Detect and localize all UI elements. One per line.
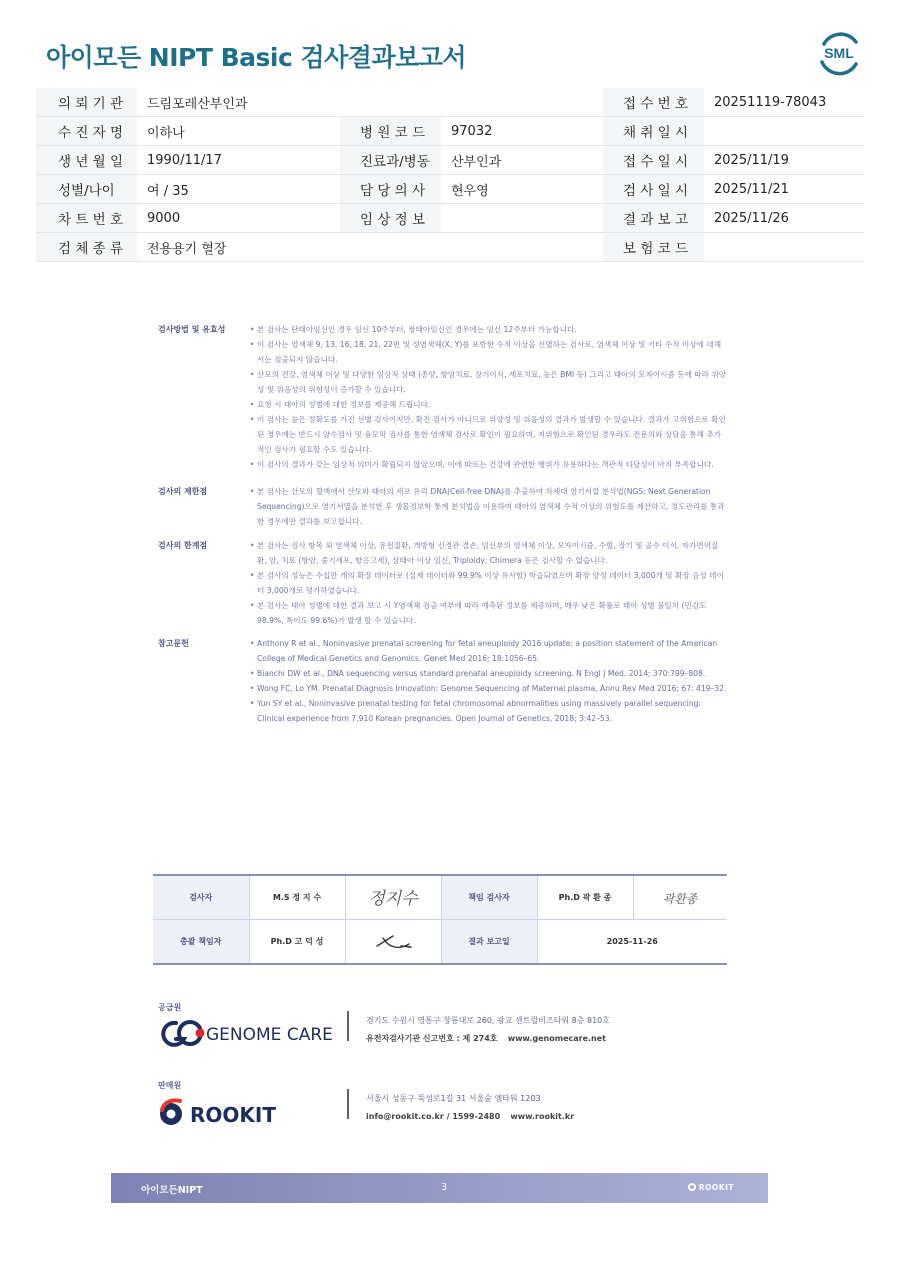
list-item: • 본 검사는 검사 항목 외 염색체 이상, 유전질환, 개방형 신경관 결손, 임신부의 염색체 이상, 모자이시즘, 수혈, 장기 및 골수 이식, 자가면역질환, 암, 치료 (항암, 줄기세포, 항응고제), 삼태아 이상 임신, Triploidy, Chimera 등은 검사할 수 없습니다. bbox=[250, 538, 728, 568]
info-value: 9000 bbox=[137, 204, 340, 233]
responsible-signature-text: 곽환종 bbox=[662, 891, 698, 906]
info-label: 임 상 정 보 bbox=[340, 204, 441, 233]
info-value: 전용용기 혈장 bbox=[137, 233, 603, 262]
info-value bbox=[704, 117, 864, 146]
info-label: 생 년 월 일 bbox=[36, 146, 137, 175]
info-row bbox=[36, 204, 864, 233]
info-label: 결 과 보 고 bbox=[603, 204, 704, 233]
genome-care-name: GENOME CARE bbox=[206, 1025, 333, 1045]
info-label: 성별/나이 bbox=[36, 175, 137, 204]
signature-scribble bbox=[353, 926, 433, 956]
list-item: • 본 검사는 단태아임신인 경우 임신 10주부터, 쌍태아임신인 경우에는 임신 12주부터 가능합니다. bbox=[250, 322, 728, 337]
info-value bbox=[704, 233, 864, 262]
section-method bbox=[158, 322, 728, 472]
signature-row bbox=[153, 920, 727, 965]
sml-logo bbox=[816, 30, 862, 76]
page-footer bbox=[111, 1173, 768, 1203]
chief-name: Ph.D 고 덕 성 bbox=[249, 920, 345, 965]
supplier-info bbox=[366, 1012, 610, 1048]
section-heading: 검사의 한계점 bbox=[158, 541, 208, 550]
info-value: 여 / 35 bbox=[137, 175, 340, 204]
divider bbox=[347, 1011, 349, 1041]
list-item: • Yun SY et al., Noninvasive prenatal testing for fetal chromosomal abnormalities using massively parallel sequencing: Clinical experience from 7,910 Korean pregnancies. Open Journal of Genetics, 2018; 3:42–53. bbox=[250, 696, 728, 726]
info-row bbox=[36, 233, 864, 262]
list-item: • 본 검사는 산모의 혈액에서 산모와 태아의 세포 유리 DNA(Cell-free DNA)를 추출하여 차세대 염기서열 분석법(NGS; Next Generation Sequencing)으로 염기서열을 분석한 후 생물정보학 통계 분석법을 이용하여 태아의 염색체 수적 이상의 위험도를 계산하고, 정도관리를 통과한 경우에만 결과를 보고합니다. bbox=[250, 484, 728, 529]
info-value: 드림포레산부인과 bbox=[137, 88, 603, 117]
page-title: 아이모든 NIPT Basic 검사결과보고서 bbox=[46, 43, 467, 72]
info-label: 병 원 코 드 bbox=[340, 117, 441, 146]
chief-label: 총괄 책임자 bbox=[153, 920, 249, 965]
info-value bbox=[441, 204, 603, 233]
footer-brand-text: ROOKIT bbox=[698, 1183, 734, 1192]
distributor-info bbox=[366, 1090, 574, 1126]
list-item: • 이 검사의 결과가 갖는 임상적 의미가 확립되지 않았으며, 이에 따르는 건강에 관련한 행위가 유용하다는 객관적 타당성이 아직 부족합니다. bbox=[250, 457, 728, 472]
info-label: 검 사 일 시 bbox=[603, 175, 704, 204]
section-list bbox=[158, 322, 728, 472]
list-item: • 요청 시 태아의 성별에 대한 정보를 제공해 드립니다. bbox=[250, 397, 728, 412]
info-row bbox=[36, 146, 864, 175]
tester-label: 검사자 bbox=[153, 875, 249, 920]
section-heading: 참고문헌 bbox=[158, 639, 189, 648]
rookit-name: ROOKIT bbox=[190, 1103, 276, 1127]
info-label: 진료과/병동 bbox=[340, 146, 441, 175]
report-date-label: 결과 보고일 bbox=[441, 920, 537, 965]
responsible-signature bbox=[633, 875, 727, 920]
distributor-address: 서울시 성동구 뚝섬로1길 31 서울숲 엠타워 1203 bbox=[366, 1094, 541, 1103]
list-item: • Bianchi DW et al., DNA sequencing versus standard prenatal aneuploidy screening. N Engl J Med. 2014; 370:799–808. bbox=[250, 666, 728, 681]
responsible-label: 책임 검사자 bbox=[441, 875, 537, 920]
section-limitation bbox=[158, 484, 728, 529]
list-item: • 이 검사는 염색체 9, 13, 16, 18, 21, 22번 및 성염색체(X, Y)를 포함한 수적 이상을 선별하는 검사로, 염색체 이상 및 기타 수적 이상에 대해서는 검출되지 않습니다. bbox=[250, 337, 728, 367]
genome-care-logo bbox=[156, 1017, 336, 1049]
page-number: 3 bbox=[441, 1182, 448, 1193]
responsible-name: Ph.D 곽 환 종 bbox=[537, 875, 633, 920]
info-value: 이하나 bbox=[137, 117, 340, 146]
sml-logo-text: SML bbox=[824, 45, 854, 61]
info-label: 담 당 의 사 bbox=[340, 175, 441, 204]
footer-brand bbox=[688, 1183, 734, 1192]
distributor-contact: info@rookit.co.kr / 1599-2480 bbox=[366, 1112, 501, 1121]
info-row bbox=[36, 175, 864, 204]
signature-row bbox=[153, 875, 727, 920]
info-label: 보 험 코 드 bbox=[603, 233, 704, 262]
info-value: 현우영 bbox=[441, 175, 603, 204]
divider bbox=[347, 1089, 349, 1119]
info-label: 검 체 종 류 bbox=[36, 233, 137, 262]
footer-product: 아이모든NIPT bbox=[141, 1185, 203, 1196]
info-value: 산부인과 bbox=[441, 146, 603, 175]
tester-signature-text: 정지수 bbox=[368, 888, 418, 909]
supplier-website: www.genomecare.net bbox=[507, 1034, 606, 1043]
section-heading: 검사방법 및 유효성 bbox=[158, 325, 226, 334]
list-item: • 본 검사는 태아 성별에 대한 결과 보고 시 Y염색체 검출 여부에 따라 예측된 정보를 제공하며, 매우 낮은 확률로 태아 성별 불일치 (민감도98.9%, 특이도 99.6%)가 발생 할 수 있습니다. bbox=[250, 598, 728, 628]
info-value: 97032 bbox=[441, 117, 603, 146]
supplier-registration: 유전자검사기관 신고번호 : 제 274호 bbox=[366, 1034, 498, 1043]
info-label: 차 트 번 호 bbox=[36, 204, 137, 233]
distributor-label: 판매원 bbox=[158, 1081, 182, 1090]
info-label: 의 뢰 기 관 bbox=[36, 88, 137, 117]
section-heading: 검사의 제한점 bbox=[158, 487, 208, 496]
chief-signature bbox=[345, 920, 441, 965]
rookit-mini-icon bbox=[688, 1183, 696, 1191]
rookit-logo bbox=[156, 1096, 296, 1128]
report-date: 2025-11-26 bbox=[537, 920, 727, 965]
patient-info-table bbox=[36, 88, 864, 262]
info-value: 2025/11/26 bbox=[704, 204, 864, 233]
info-value: 2025/11/19 bbox=[704, 146, 864, 175]
info-value: 1990/11/17 bbox=[137, 146, 340, 175]
info-row bbox=[36, 88, 864, 117]
info-label: 접 수 일 시 bbox=[603, 146, 704, 175]
supplier-address: 경기도 수원시 영통구 창룡대로 260, 광교 센트럴비즈타워 8층 810호 bbox=[366, 1016, 610, 1025]
list-item: • 산모의 건강, 염색체 이상 및 다양한 임상적 상태 (종양, 항암치료, 장기이식, 세포치료, 높은 BMI 등) 그리고 태아의 모자이시즘 등에 따라 위양성 및 위음성의 위험성이 증가할 수 있습니다. bbox=[250, 367, 728, 397]
info-value: 20251119-78043 bbox=[704, 88, 864, 117]
section-boundary bbox=[158, 538, 728, 628]
tester-signature bbox=[345, 875, 441, 920]
tester-name: M.S 정 지 수 bbox=[249, 875, 345, 920]
info-value: 2025/11/21 bbox=[704, 175, 864, 204]
info-label: 수 진 자 명 bbox=[36, 117, 137, 146]
signature-table bbox=[153, 874, 727, 965]
list-item: • 본 검사의 성능은 수십만 개의 확장 데이터로 (실제 데이터와 99.9% 이상 유사함) 학습되었으며 확장 양성 데이터 3,000개 및 확장 음성 데이터 3,000개로 평가하였습니다. bbox=[250, 568, 728, 598]
info-label: 채 취 일 시 bbox=[603, 117, 704, 146]
list-item: • 이 검사는 높은 정확도를 가진 선별 검사이지만, 확진 검사가 아니므로 위양성 및 위음성의 결과가 발생할 수 있습니다. 결과가 고위험으로 확인된 경우에는 반드시 양수검사 및 융모막 검사를 통한 염색체 검사로 확인이 필요하며, 저위험으로 확인된 경우라도 전문의와 상담을 통해 추가적인 검사가 필요할 수도 있습니다. bbox=[250, 412, 728, 457]
supplier-label: 공급원 bbox=[158, 1003, 182, 1012]
list-item: • Wong FC, Lo YM. Prenatal Diagnosis Innovation: Genome Sequencing of Maternal plasma. Annu Rev Med 2016; 67: 419–32. bbox=[250, 681, 728, 696]
list-item: • Anthony R et al., Noninvasive prenatal screening for fetal aneuploidy 2016 update: a position statement of the American College of Medical Genetics and Genomics. Genet Med 2016; 18:1056–65. bbox=[250, 636, 728, 666]
section-references bbox=[158, 636, 728, 726]
info-row bbox=[36, 117, 864, 146]
distributor-website: www.rookit.kr bbox=[510, 1112, 575, 1121]
info-label: 접 수 번 호 bbox=[603, 88, 704, 117]
